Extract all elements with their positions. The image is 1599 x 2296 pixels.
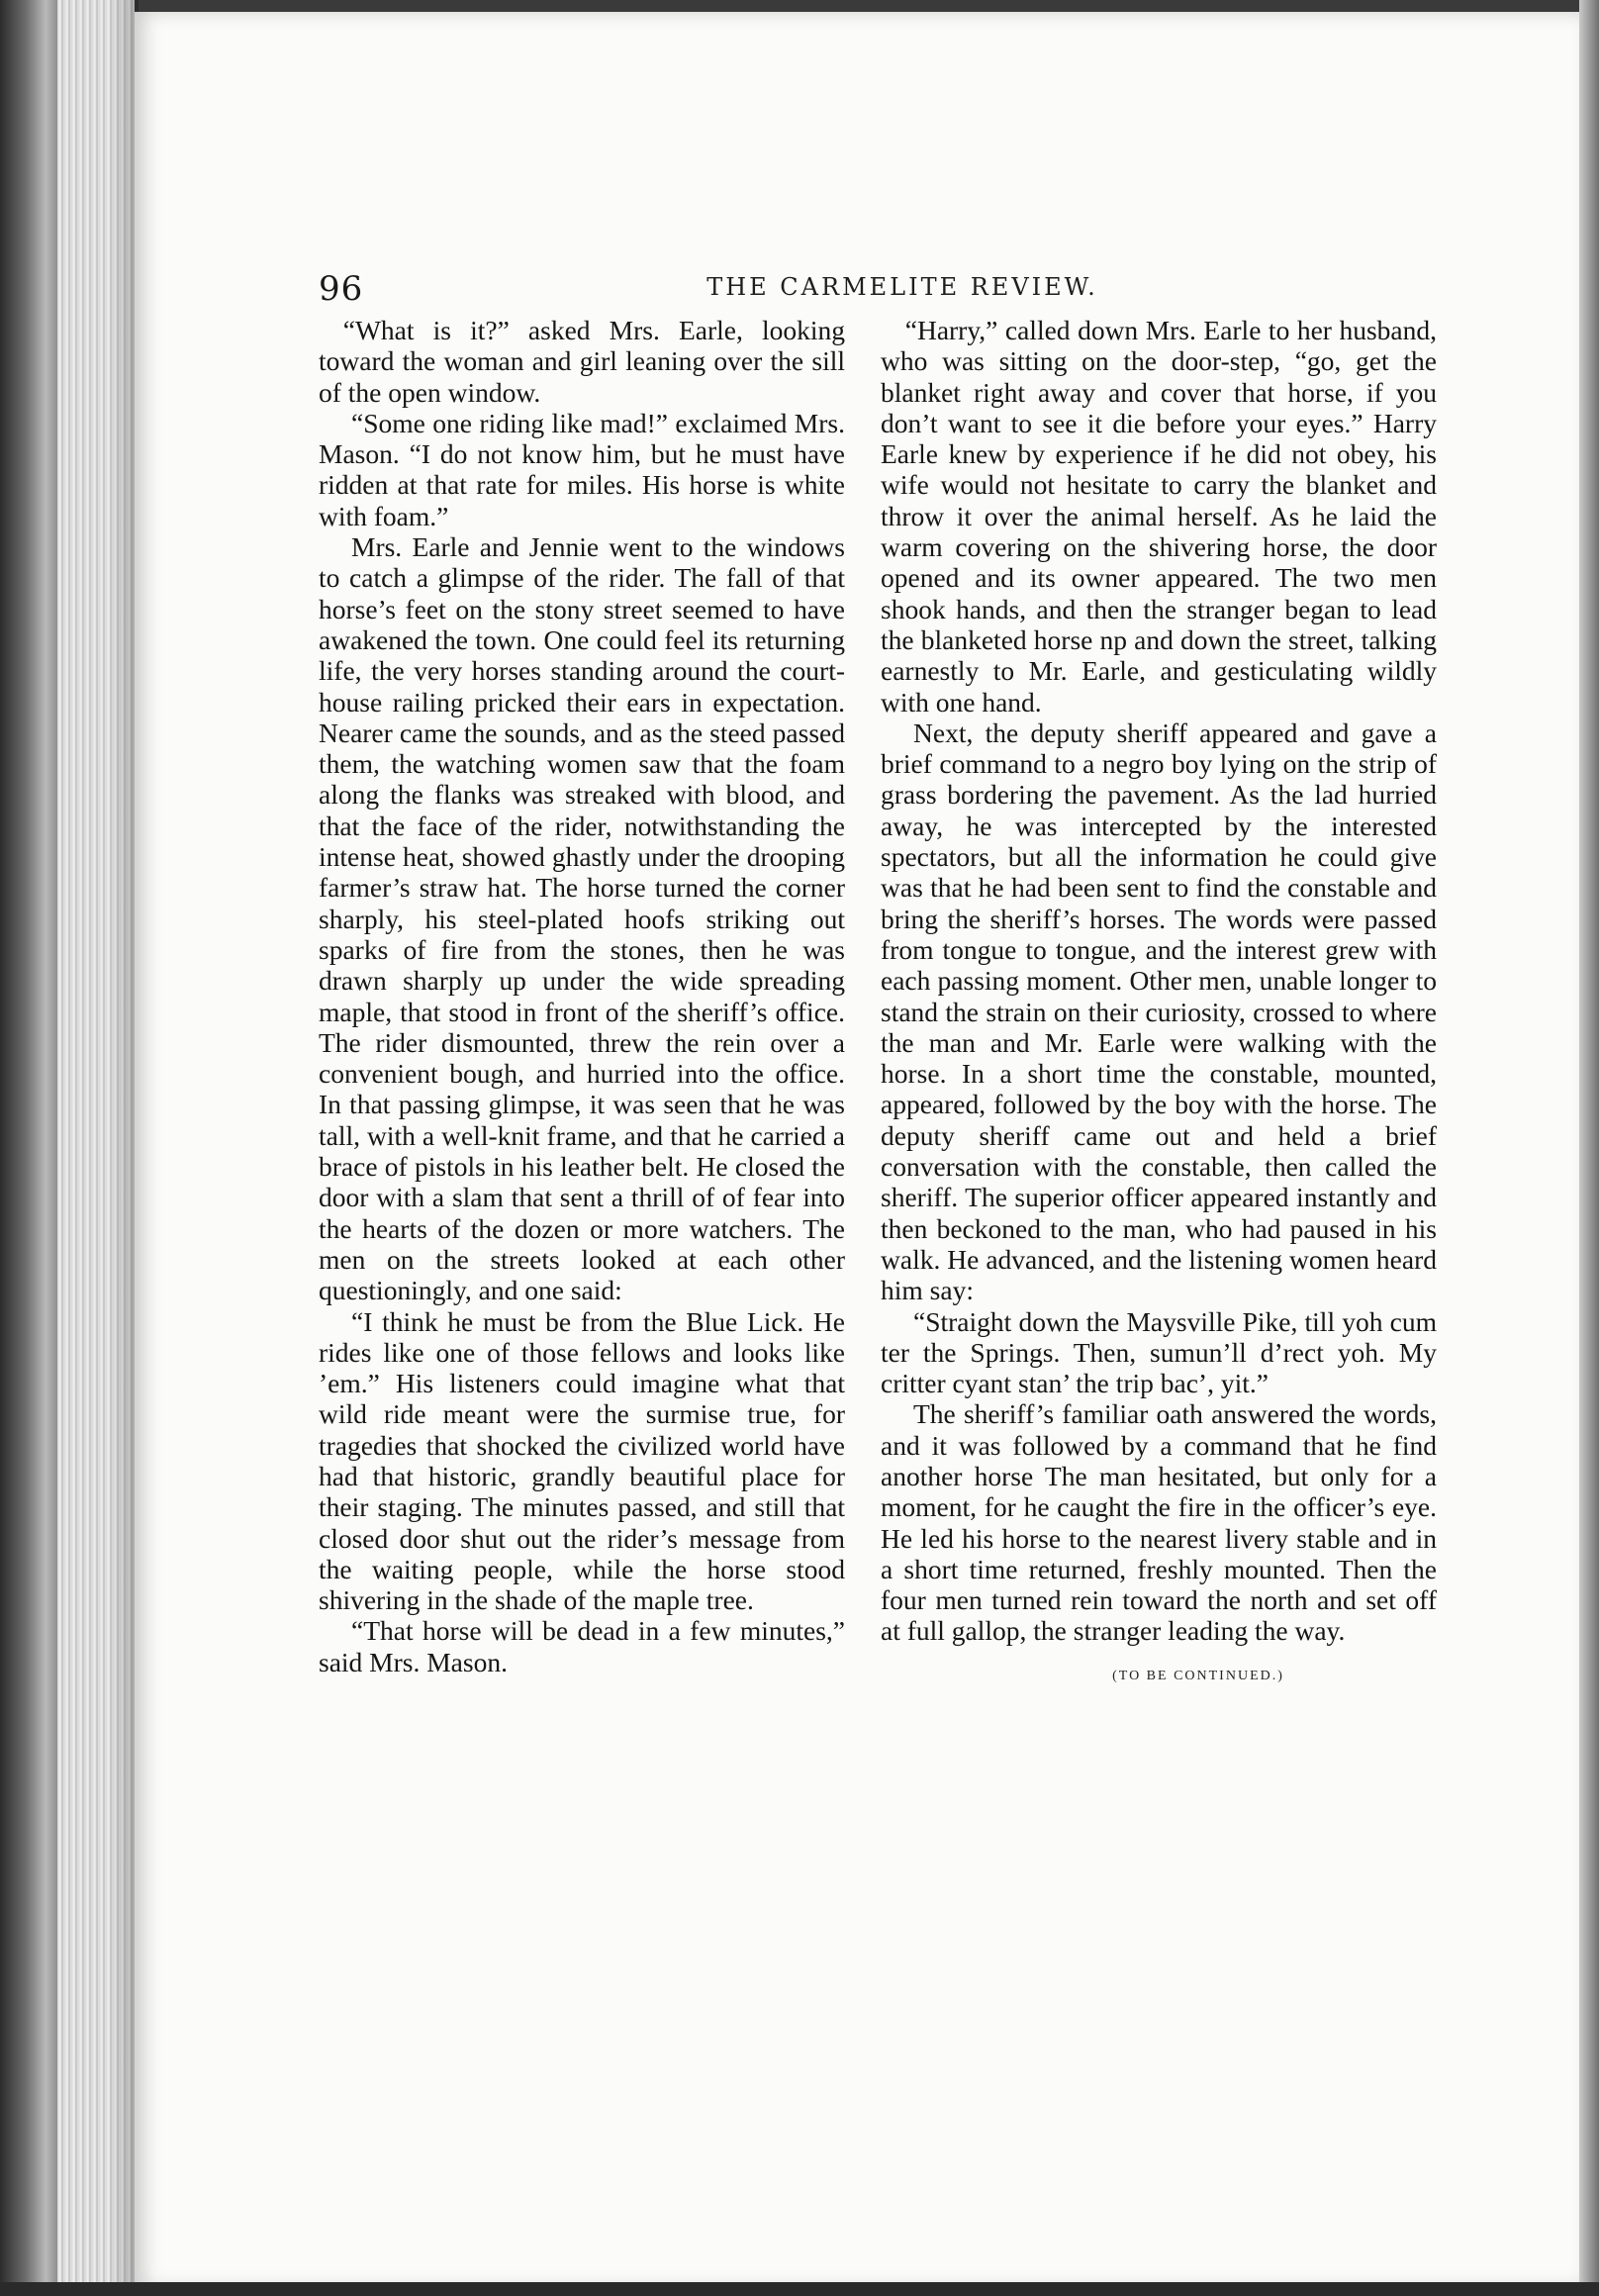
paragraph: “What is it?” asked Mrs. Earle, looking toward the woman and girl leaning over the sill of the open window. — [319, 315, 845, 408]
book-binding-shadow — [0, 0, 57, 2296]
bottom-border — [0, 2282, 1599, 2296]
paragraph: Mrs. Earle and Jennie went to the windows to catch a glimpse of the rider. The fall of that horse’s feet on the stony street seemed to have awakened the town. One could feel its returning life, the very horses standing around the court-house railing pricked their ears in expectation. Nearer came the sounds, and as the steed passed them, the watching women saw that the foam along the flanks was streaked with blood, and that the face of the rider, notwithstanding the intense heat, showed ghastly under the drooping farmer’s straw hat. The horse turned the corner sharply, his steel-plated hoofs striking out sparks of fire from the stones, then he was drawn sharply up under the wide spreading maple, that stood in front of the sheriff’s office. The rider dismounted, threw the rein over a convenient bough, and hurried into the office. In that passing glimpse, it was seen that he was tall, with a well-knit frame, and that he carried a brace of pistols in his leather belt. He closed the door with a slam that sent a thrill of of fear into the hearts of the dozen or more watchers. The men on the streets looked at each other questioningly, and one said: — [319, 531, 845, 1306]
paragraph: Next, the deputy sheriff appeared and gave a brief command to a negro boy lying on the strip of grass bordering the pavement. As the lad hurried away, he was intercepted by the interested spectators, but all the information he could give was that he had been sent to find the constable and bring the sheriff’s horses. The words were passed from tongue to tongue, and the interest grew with each passing moment. Other men, unable longer to stand the strain on their curiosity, crossed to where the man and Mr. Earle were walking with the horse. In a short time the constable, mounted, appeared, followed by the boy with the horse. The deputy sheriff came out and held a brief conversation with the constable, then called the sheriff. The superior officer appeared instantly and then beckoned to the man, who had paused in his walk. He advanced, and the listening women heard him say: — [881, 717, 1437, 1306]
right-page-edge — [1579, 0, 1599, 2296]
paragraph: The sheriff’s familiar oath answered the words, and it was followed by a command that he find another horse The man hesitated, but only for a moment, for he caught the fire in the officer’s eye. He led his horse to the nearest livery stable and in a short time returned, freshly mounted. Then the four men turned rein toward the north and set off at full gallop, the stranger leading the way. — [881, 1398, 1437, 1647]
to-be-continued-note: (TO BE CONTINUED.) — [1112, 1668, 1284, 1683]
paragraph: “I think he must be from the Blue Lick. He rides like one of those fellows and looks like ’em.” His listeners could imagine what that wild ride meant were the surmise true, for tragedies that shocked the civilized world have had that historic, grandly beautiful place for their staging. The minutes passed, and still that closed door shut out the rider’s message from the waiting people, while the horse stood shivering in the shade of the maple tree. — [319, 1305, 845, 1616]
left-column — [319, 315, 845, 1677]
paragraph: “Harry,” called down Mrs. Earle to her husband, who was sitting on the door-step, “go, get the blanket right away and cover that horse, if you don’t want to see it die before your eyes.” Harry Earle knew by experience if he did not obey, his wife would not hesitate to carry the blanket and throw it over the animal herself. As he laid the warm covering on the shivering horse, the door opened and its owner appeared. The two men shook hands, and then the stranger began to lead the blanketed horse np and down the street, talking earnestly to Mr. Earle, and gesticulating wildly with one hand. — [881, 315, 1437, 718]
paragraph: “That horse will be dead in a few minutes,” said Mrs. Mason. — [319, 1615, 845, 1677]
journal-title: THE CARMELITE REVIEW. — [706, 273, 1098, 301]
page-number: 96 — [319, 269, 364, 309]
paragraph: “Straight down the Maysville Pike, till yoh cum ter the Springs. Then, sumun’ll d’rect yoh. My critter cyant stan’ the trip bac’, yit.” — [881, 1305, 1437, 1399]
paragraph: “Some one riding like mad!” exclaimed Mrs. Mason. “I do not know him, but he must have ridden at that rate for miles. His horse is white with foam.” — [319, 407, 845, 531]
running-head — [319, 269, 1427, 313]
right-column — [881, 315, 1437, 1691]
